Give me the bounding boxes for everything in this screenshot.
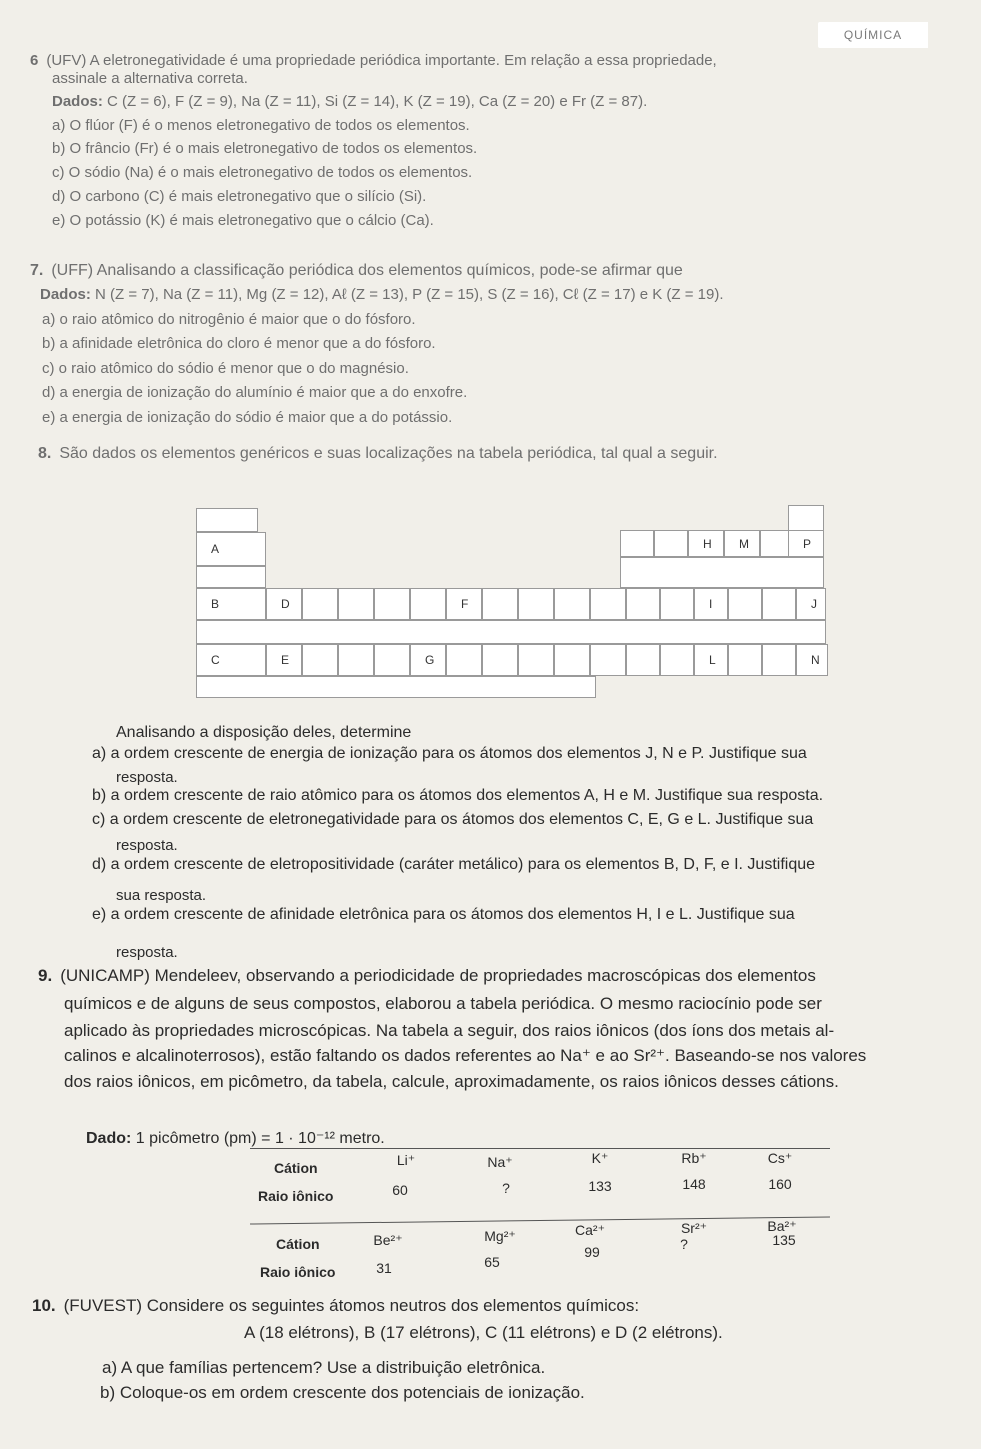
table-rule xyxy=(250,1216,830,1224)
q9-line5: dos raios iônicos, em picômetro, da tabela, calcule, aproximadamente, os raios iônicos desses cátions. xyxy=(64,1072,839,1091)
q9-dado-text: 1 picômetro (pm) = 1 · 10⁻¹² metro. xyxy=(135,1130,385,1147)
pt-cell-empty xyxy=(338,588,374,620)
pt-cell-empty xyxy=(518,588,554,620)
pt-cell-empty xyxy=(788,505,824,531)
pt-cell-empty xyxy=(302,644,338,676)
pt-cell-A: A xyxy=(196,532,266,566)
q7-option-d: d) a energia de ionização do alumínio é maior que a do enxofre. xyxy=(42,384,468,401)
ion-cell: 99 xyxy=(584,1244,600,1260)
q9-text1: (UNICAMP) Mendeleev, observando a periodicidade de propriedades macroscópicas dos elementos xyxy=(60,966,816,985)
q6-number: 6 xyxy=(30,52,39,69)
q9-line4: calinos e alcalinoterrosos), estão faltando os dados referentes ao Na⁺ e ao Sr²⁺. Baseando-se nos valores xyxy=(64,1046,867,1065)
ion-cell: Mg²⁺ xyxy=(484,1228,516,1244)
pt-cell-empty xyxy=(196,620,826,644)
q8-intro: Analisando a disposição deles, determine xyxy=(116,724,412,741)
q7-option-e: e) a energia de ionização do sódio é maior que a do potássio. xyxy=(42,409,453,426)
q8-item-e-cont: resposta. xyxy=(116,944,178,961)
q9-number: 9. xyxy=(38,966,53,985)
ion-row-label: Cátion xyxy=(274,1160,318,1176)
ion-cell: K⁺ xyxy=(591,1150,609,1166)
q6-option-b: b) O frâncio (Fr) é o mais eletronegativo de todos os elementos. xyxy=(52,140,478,157)
pt-cell-empty xyxy=(654,530,688,557)
q6-option-a: a) O flúor (F) é o menos eletronegativo de todos os elementos. xyxy=(52,117,470,134)
q8-item-c: c) a ordem crescente de eletronegatividade para os átomos dos elementos C, E, G e L. Justifique sua xyxy=(92,811,814,828)
subject-tag: QUÍMICA xyxy=(818,22,928,48)
q10-line1 xyxy=(32,1296,639,1316)
pt-cell-C: C xyxy=(196,644,266,676)
pt-cell-empty xyxy=(762,588,796,620)
q7-dados xyxy=(40,286,724,303)
pt-cell-empty xyxy=(728,644,762,676)
q7-option-c: c) o raio atômico do sódio é menor que o do magnésio. xyxy=(42,360,409,377)
q7-stem-text: (UFF) Analisando a classificação periódica dos elementos químicos, pode-se afirmar que xyxy=(51,262,683,279)
pt-cell-empty xyxy=(590,588,626,620)
q6-option-c: c) O sódio (Na) é o mais eletronegativo de todos os elementos. xyxy=(52,164,473,181)
pt-cell-empty xyxy=(626,644,660,676)
pt-cell-D: D xyxy=(266,588,302,620)
q8-item-c-cont: resposta. xyxy=(116,837,178,854)
pt-cell-empty xyxy=(482,588,518,620)
ion-cell: ? xyxy=(680,1236,688,1252)
pt-cell-empty xyxy=(660,588,694,620)
ion-cell: Ba²⁺ xyxy=(767,1218,797,1234)
pt-cell-empty xyxy=(626,588,660,620)
q8-item-d-cont: sua resposta. xyxy=(116,887,207,904)
ion-row-label: Raio iônico xyxy=(258,1188,334,1204)
q7-dados-label: Dados: xyxy=(40,286,91,303)
q10-line2 xyxy=(244,1323,723,1343)
ion-cell: Ca²⁺ xyxy=(575,1222,605,1238)
q9-line1 xyxy=(38,966,816,986)
pt-cell-empty xyxy=(196,566,266,588)
q6-option-d: d) O carbono (C) é mais eletronegativo que o silício (Si). xyxy=(52,188,427,205)
q6-option-e: e) O potássio (K) é mais eletronegativo que o cálcio (Ca). xyxy=(52,212,434,229)
q6-dados xyxy=(52,93,647,110)
ion-cell: ? xyxy=(502,1180,510,1196)
ion-cell: 31 xyxy=(376,1260,392,1276)
pt-cell-empty xyxy=(338,644,374,676)
q6-dados-label: Dados: xyxy=(52,93,103,110)
q7-option-a: a) o raio atômico do nitrogênio é maior que o do fósforo. xyxy=(42,311,416,328)
pt-cell-I: I xyxy=(694,588,728,620)
pt-cell-empty xyxy=(554,644,590,676)
pt-cell-empty xyxy=(446,644,482,676)
pt-cell-F: F xyxy=(446,588,482,620)
ion-cell: 135 xyxy=(772,1232,796,1248)
ion-cell: Rb⁺ xyxy=(681,1150,707,1166)
pt-cell-empty xyxy=(374,644,410,676)
q6-stem-line2: assinale a alternativa correta. xyxy=(52,70,248,87)
pt-cell-empty xyxy=(760,530,790,557)
q10-item-a: a) A que famílias pertencem? Use a distribuição eletrônica. xyxy=(102,1358,546,1377)
ion-cell: Sr²⁺ xyxy=(680,1220,708,1236)
q10-item-b: b) Coloque-os em ordem crescente dos potenciais de ionização. xyxy=(100,1383,585,1402)
q7-stem xyxy=(30,262,683,280)
pt-cell-H: H xyxy=(688,530,724,557)
pt-cell-M: M xyxy=(724,530,760,557)
pt-cell-L: L xyxy=(694,644,728,676)
pt-cell-empty xyxy=(302,588,338,620)
ionic-radius-table xyxy=(250,1140,832,1284)
q7-number: 7. xyxy=(30,262,44,279)
pt-cell-empty xyxy=(196,676,596,698)
q10-text2: A (18 elétrons), B (17 elétrons), C (11 elétrons) e xyxy=(244,1323,611,1342)
pt-cell-empty xyxy=(728,588,762,620)
ion-cell: 65 xyxy=(484,1254,500,1270)
ion-row-label: Cátion xyxy=(276,1236,320,1252)
q8-item-d: d) a ordem crescente de eletropositividade (caráter metálico) para os elementos B, D, F, e I. Justifique xyxy=(92,856,816,873)
pt-cell-P: P xyxy=(788,530,824,557)
ion-cell: Li⁺ xyxy=(396,1152,416,1168)
q8-stem xyxy=(38,445,718,463)
pt-cell-E: E xyxy=(266,644,302,676)
q6-stem1: (UFV) A eletronegatividade é uma propriedade periódica importante. Em relação a essa propriedade, xyxy=(46,52,717,69)
pt-cell-empty xyxy=(554,588,590,620)
ion-cell: Be²⁺ xyxy=(373,1232,403,1248)
q9-dado-label: Dado: xyxy=(86,1130,132,1147)
q6-stem-line1 xyxy=(30,52,717,69)
ion-cell: 60 xyxy=(392,1182,408,1198)
pt-cell-empty xyxy=(482,644,518,676)
pt-cell-N: N xyxy=(796,644,828,676)
q6-dados-text: C (Z = 6), F (Z = 9), Na (Z = 11), Si (Z = 14), K (Z = 19), Ca (Z = 20) e Fr (Z = 87). xyxy=(107,93,648,110)
pt-cell-empty xyxy=(620,530,654,557)
pt-cell-empty xyxy=(620,557,824,588)
pt-cell-empty xyxy=(660,644,694,676)
ion-cell: 160 xyxy=(768,1176,792,1192)
q8-item-a: a) a ordem crescente de energia de ionização para os átomos dos elementos J, N e P. Justifique sua xyxy=(92,745,807,762)
q8-stem-text: São dados os elementos genéricos e suas localizações na tabela periódica, tal qual a seguir. xyxy=(59,445,718,462)
q7-dados-text: N (Z = 7), Na (Z = 11), Mg (Z = 12), Aℓ (Z = 13), P (Z = 15), S (Z = 16), Cℓ (Z = 17) e K (Z = 19). xyxy=(95,286,724,303)
pt-cell-empty xyxy=(762,644,796,676)
ion-row-label: Raio iônico xyxy=(260,1264,336,1280)
pt-cell-empty xyxy=(196,508,258,532)
q10-text2-tail: D (2 elétrons). xyxy=(615,1323,723,1342)
q8-item-a-cont: resposta. xyxy=(116,769,178,786)
pt-cell-J: J xyxy=(796,588,826,620)
pt-cell-empty xyxy=(374,588,410,620)
table-rule xyxy=(250,1148,830,1149)
q10-text1: (FUVEST) Considere os seguintes átomos neutros dos elementos químicos: xyxy=(63,1296,640,1315)
q8-item-e: e) a ordem crescente de afinidade eletrônica para os átomos dos elementos H, I e L. Justifique sua xyxy=(92,906,795,923)
pt-cell-G: G xyxy=(410,644,446,676)
q9-line3: aplicado às propriedades microscópicas. Na tabela a seguir, dos raios iônicos (dos íons dos metais al- xyxy=(64,1021,835,1040)
pt-cell-B: B xyxy=(196,588,266,620)
pt-cell-empty xyxy=(518,644,554,676)
q8-item-b: b) a ordem crescente de raio atômico para os átomos dos elementos A, H e M. Justifique sua resposta. xyxy=(92,787,824,804)
q8-number: 8. xyxy=(38,445,52,462)
ion-cell: Cs⁺ xyxy=(767,1150,793,1166)
q10-number: 10. xyxy=(32,1296,56,1315)
ion-cell: 148 xyxy=(682,1176,706,1192)
ion-cell: 133 xyxy=(588,1178,612,1194)
pt-cell-empty xyxy=(590,644,626,676)
q9-line2: químicos e de alguns de seus compostos, elaborou a tabela periódica. O mesmo raciocínio pode ser xyxy=(64,994,822,1013)
ion-cell: Na⁺ xyxy=(487,1154,513,1170)
pt-cell-empty xyxy=(410,588,446,620)
q7-option-b: b) a afinidade eletrônica do cloro é menor que a do fósforo. xyxy=(42,335,436,352)
